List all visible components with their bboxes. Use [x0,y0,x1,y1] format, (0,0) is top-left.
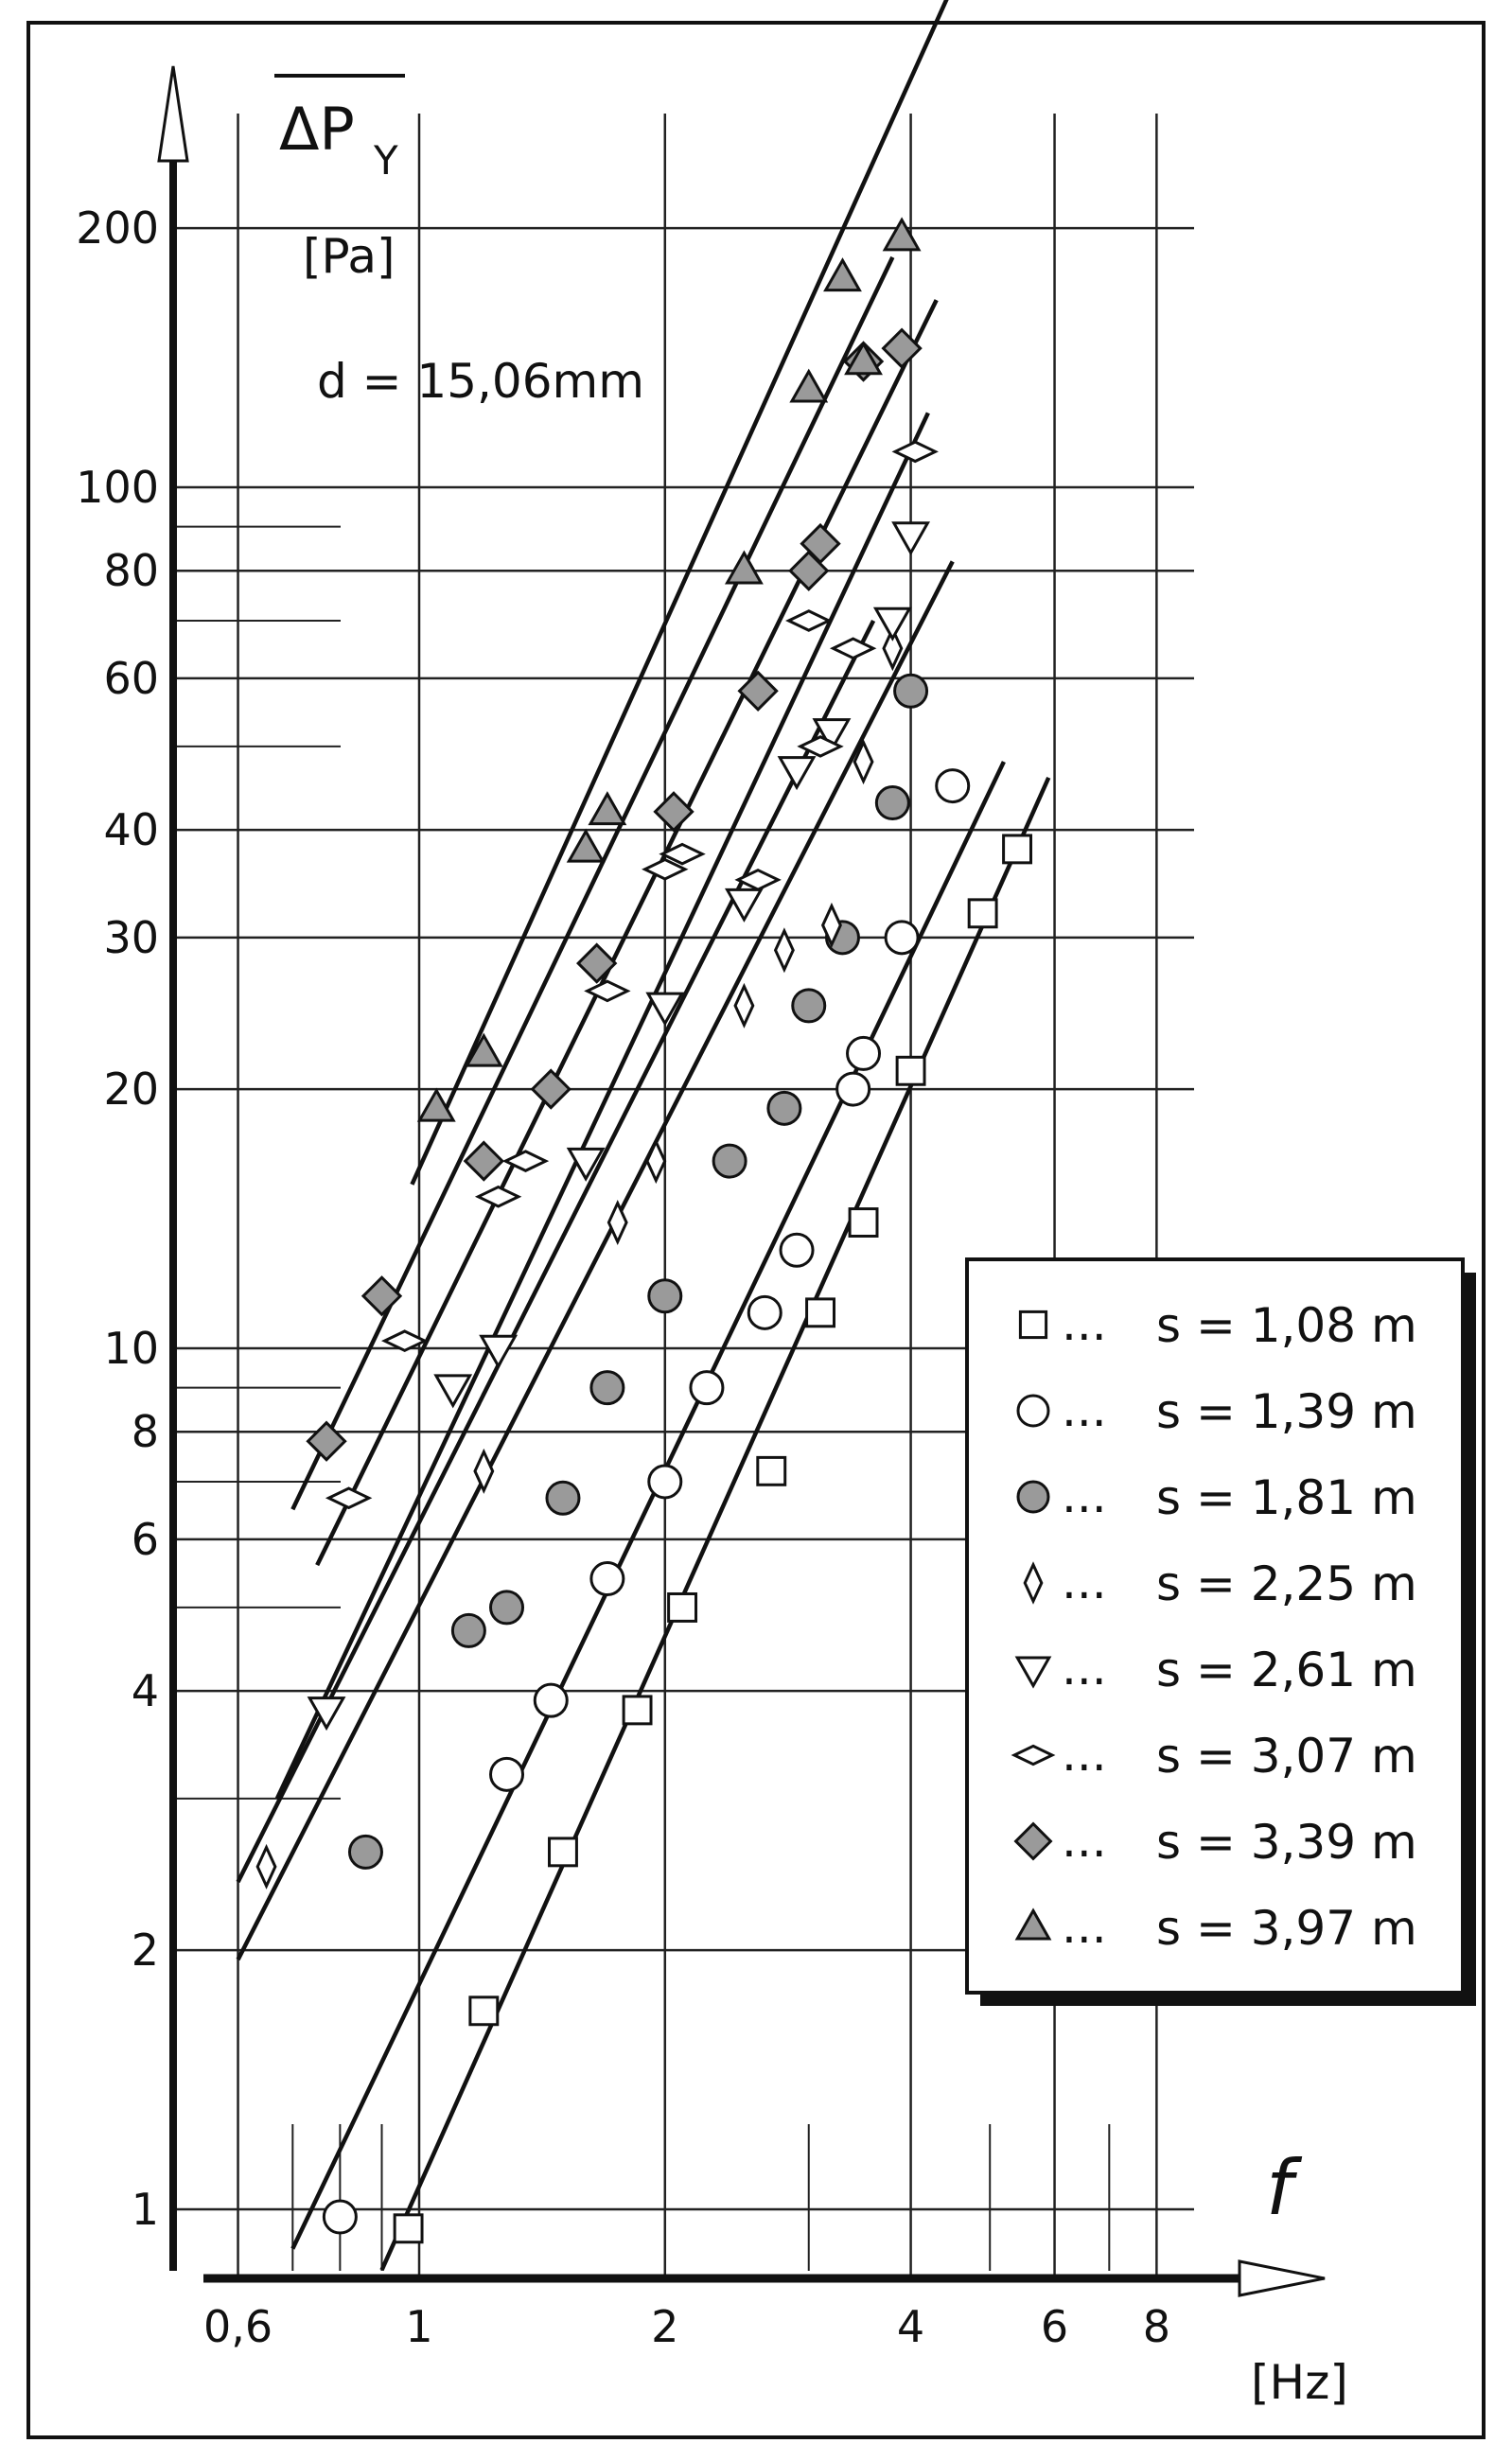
fit-line [412,0,960,1185]
data-point [591,1372,624,1404]
data-point [324,2201,356,2233]
fit-line [292,762,1004,2249]
x-tick-label: 8 [1142,2301,1171,2352]
data-point [735,986,753,1025]
x-tick-label: 1 [405,2301,433,2352]
data-point [649,1280,681,1312]
y-axis-unit: [Pa] [303,229,396,284]
legend-marker [1020,1311,1046,1337]
data-point [491,1758,523,1790]
x-tick-label: 4 [896,2301,925,2352]
data-point [452,1614,484,1646]
data-point [655,793,692,830]
data-point [886,922,918,954]
data-point [728,553,762,582]
legend-entry: s = 2,61 m [1156,1643,1417,1697]
data-point [884,330,921,367]
y-axis-arrow [159,66,187,161]
data-point [363,1277,400,1314]
y-tick-label: 2 [131,1925,159,1977]
legend-ellipsis: ... [1062,1727,1107,1782]
data-point [850,1209,877,1237]
data-point [349,1836,381,1868]
legend-marker [1018,1482,1048,1512]
legend-marker [1018,1396,1048,1426]
data-point [550,1838,577,1866]
data-point [590,794,624,823]
annotation-diameter: d = 15,06mm [317,354,644,409]
data-point [897,1057,924,1084]
data-point [780,758,814,787]
data-point [647,1142,665,1181]
data-point [669,1593,696,1621]
x-tick-label: 0,6 [202,2301,273,2352]
data-point [781,1234,813,1266]
data-point [894,523,928,553]
data-point [826,260,860,290]
legend-ellipsis: ... [1062,1899,1107,1954]
data-point [895,442,936,461]
data-point [649,1466,681,1498]
data-point [969,900,996,927]
data-point [876,608,910,638]
data-point [833,639,873,658]
data-point [491,1591,523,1624]
data-point [792,372,826,401]
data-point [885,220,919,249]
y-axis-symbol: ΔP [279,95,355,164]
data-point [328,1488,369,1507]
data-point [257,1847,275,1886]
y-tick-label: 100 [76,462,159,513]
data-point [470,1997,498,2025]
legend-entry: s = 1,08 m [1156,1298,1417,1353]
legend-box [967,1259,1463,1993]
data-point [395,2215,422,2242]
data-point [789,611,830,630]
legend-ellipsis: ... [1062,1813,1107,1868]
data-point [691,1372,723,1404]
legend-ellipsis: ... [1062,1382,1107,1437]
y-tick-label: 30 [103,911,159,963]
y-tick-label: 1 [131,2184,159,2235]
y-tick-label: 6 [131,1513,159,1565]
fit-line [292,257,892,1509]
data-point [758,1457,785,1485]
data-point [876,787,908,819]
data-point [1004,835,1031,863]
data-point [837,1073,870,1105]
data-point [793,990,825,1022]
x-axis-unit: [Hz] [1251,2355,1348,2410]
legend-ellipsis: ... [1062,1296,1107,1351]
y-tick-label: 20 [103,1064,159,1116]
data-point [624,1696,651,1724]
data-point [475,1451,493,1490]
y-tick-label: 40 [103,804,159,856]
legend-entry: s = 2,25 m [1156,1556,1417,1611]
data-point [807,1299,835,1327]
legend-entry: s = 3,97 m [1156,1901,1417,1956]
data-point [569,832,603,861]
x-tick-label: 2 [651,2301,679,2352]
fit-line [382,778,1049,2270]
legend-entry: s = 3,39 m [1156,1815,1417,1870]
axes [76,66,1325,2352]
y-tick-label: 4 [131,1665,159,1717]
y-axis-symbol-subscript: Y [374,137,398,184]
data-point [937,770,969,802]
data-point [478,1187,519,1206]
legend-entry: s = 1,39 m [1156,1384,1417,1439]
legend-entry: s = 1,81 m [1156,1470,1417,1525]
data-point [535,1684,567,1716]
figure-frame [28,23,1484,2437]
data-point [533,1071,570,1108]
legend-entry: s = 3,07 m [1156,1729,1417,1784]
legend [967,1259,1476,2006]
x-tick-label: 6 [1040,2301,1069,2352]
data-point [308,1423,344,1460]
data-point [713,1145,746,1177]
fit-line [238,561,953,1960]
data-point [848,1037,880,1069]
data-point [768,1092,800,1124]
data-point [547,1482,579,1514]
x-axis-symbol: f [1266,2144,1293,2232]
y-tick-label: 80 [103,545,159,597]
data-point [466,1143,502,1180]
data-point [748,1296,781,1328]
data-point [895,675,927,707]
y-tick-label: 10 [103,1323,159,1374]
legend-ellipsis: ... [1062,1641,1107,1696]
data-point [591,1563,624,1595]
data-point [578,945,615,982]
fit-lines [238,0,1049,2270]
y-tick-label: 200 [76,202,159,255]
x-axis-arrow [1239,2261,1325,2295]
y-tick-label: 8 [131,1406,159,1458]
y-tick-label: 60 [103,652,159,704]
legend-ellipsis: ... [1062,1468,1107,1523]
legend-ellipsis: ... [1062,1555,1107,1609]
data-points [257,220,1030,2241]
